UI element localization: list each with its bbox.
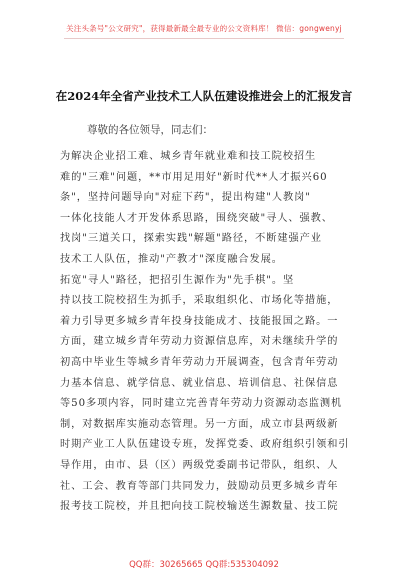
body-line: 找岗"三道关口，探索实践"解题"路径，不断建强产业 bbox=[60, 233, 322, 245]
body-line: 力基本信息、就学信息、就业信息、培训信息、社保信息 bbox=[60, 377, 339, 389]
body-line: 条"，坚持问题导向"对症下药"，提出构建"人教岗" bbox=[60, 192, 311, 204]
body-line: 社、工会、教育等部门共同发力，鼓励动员更多城乡青年 bbox=[60, 480, 339, 492]
salutation: 尊敬的各位领导，同志们： bbox=[87, 124, 213, 136]
body-line: 为解决企业招工难、城乡青年就业难和技工院校招生 bbox=[60, 151, 317, 162]
header-banner-text: 关注头条号"公文研究"，获得最新最全最专业的公文资料库！ 微信：gongwenyj bbox=[66, 24, 342, 33]
document-body bbox=[60, 147, 352, 518]
body-line: 持以技工院校招生为抓手，采取组织化、市场化等措施， bbox=[60, 295, 339, 307]
body-line: 技术工人队伍，推动"产教才"深度融合发展。 bbox=[60, 253, 283, 265]
body-line: 初高中毕业生等城乡青年劳动力开展调查，包含青年劳动 bbox=[60, 356, 339, 368]
footer-contact: QQ群：30265665 QQ群:535304092 bbox=[129, 560, 279, 570]
body-line: 着力引导更多城乡青年投身技能成才、技能报国之路。一 bbox=[60, 315, 339, 327]
body-line: 拓宽"寻人"路径，把招引生源作为"先手棋"。坚 bbox=[60, 274, 295, 286]
header-divider bbox=[64, 38, 344, 39]
body-line: 一体化技能人才开发体系思路，围绕突破"寻人、强教、 bbox=[60, 212, 333, 224]
header-banner bbox=[0, 0, 408, 64]
body-line: 时期产业工人队伍建设专班，发挥党委、政府组织引领和引 bbox=[60, 439, 350, 451]
body-line: 导作用，由市、县（区）两级党委副书记带队，组织、人 bbox=[60, 459, 339, 471]
document-title: 在2024年全省产业技术工人队伍建设推进会上的汇报发言 bbox=[55, 89, 353, 103]
body-line: 制，对数据库实施动态管理。另一方面，成立市县两级新 bbox=[60, 418, 339, 430]
body-line: 方面，建立城乡青年劳动力资源信息库，对未继续升学的 bbox=[60, 336, 339, 348]
body-line: 难的"三难"问题，**市用足用好"新时代**人才振兴60 bbox=[60, 171, 328, 183]
body-line: 报考技工院校，并且把向技工院校输送生源数量、技工院 bbox=[60, 501, 339, 513]
body-line: 等50多项内容，同时建立完善青年劳动力资源动态监测机 bbox=[60, 398, 343, 410]
